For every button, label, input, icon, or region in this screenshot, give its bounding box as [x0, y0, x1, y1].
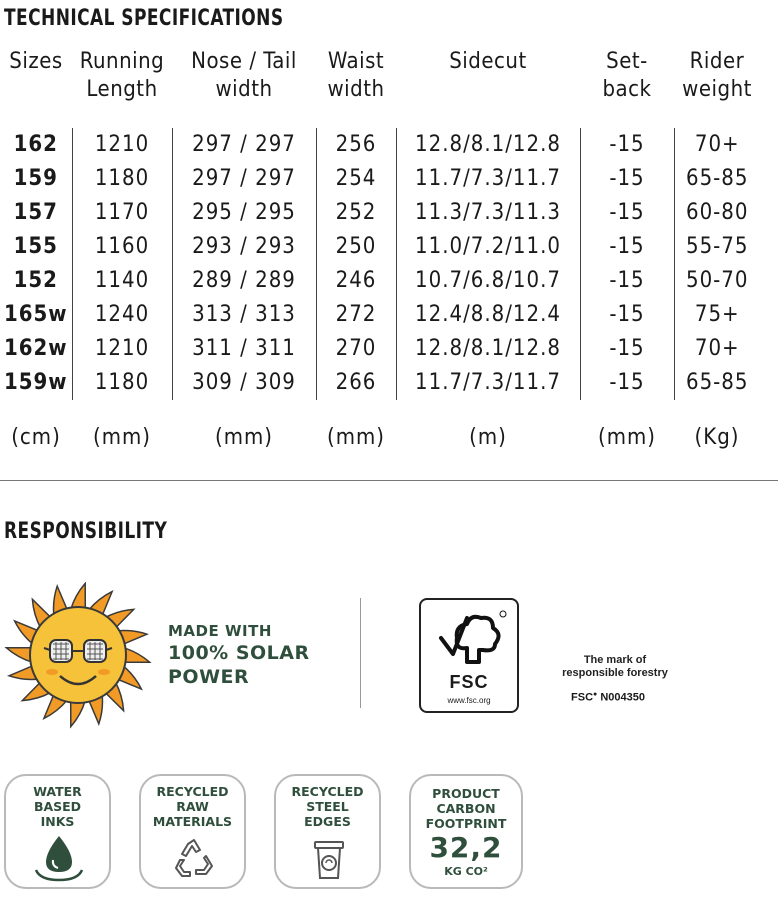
badge-carbon-footprint: PRODUCT CARBON FOOTPRINT 32,2 KG CO²: [409, 774, 523, 889]
cell-running-length: 1240: [72, 298, 172, 332]
cell-setback: -15: [580, 230, 674, 264]
cell-rider-weight: 75+: [674, 298, 760, 332]
units-row: [0, 400, 760, 458]
cell-running-length: 1210: [72, 332, 172, 366]
cell-nose-tail-width: 297 / 297: [172, 128, 316, 162]
cell-sidecut: 11.7/7.3/11.7: [396, 366, 580, 400]
badge-recycled-raw-materials: RECYCLED RAW MATERIALS: [139, 774, 246, 889]
table-row: [0, 128, 760, 162]
cell-rider-weight: 50-70: [674, 264, 760, 298]
table-row: [0, 264, 760, 298]
col-header-sizes: Sizes: [9, 49, 63, 74]
cell-sidecut: 11.0/7.2/11.0: [396, 230, 580, 264]
unit-setback: (mm): [597, 425, 656, 450]
specs-table: [0, 48, 760, 458]
cell-rider-weight: 55-75: [674, 230, 760, 264]
cell-sidecut: 12.8/8.1/12.8: [396, 128, 580, 162]
table-row: [0, 332, 760, 366]
cell-setback: -15: [580, 332, 674, 366]
tech-specs-title: TECHNICAL SPECIFICATIONS: [4, 6, 284, 31]
cell-sidecut: 11.7/7.3/11.7: [396, 162, 580, 196]
cell-size: 162: [13, 132, 58, 157]
table-row: [0, 366, 760, 400]
col-header-waist-width: Waist width: [327, 49, 385, 102]
table-row: [0, 230, 760, 264]
badge-recycled-steel-edges: RECYCLED STEEL EDGES: [274, 774, 381, 889]
cell-running-length: 1160: [72, 230, 172, 264]
cell-nose-tail-width: 289 / 289: [172, 264, 316, 298]
cell-setback: -15: [580, 264, 674, 298]
cell-waist-width: 266: [316, 366, 396, 400]
responsibility-title: RESPONSIBILITY: [4, 519, 168, 544]
cell-running-length: 1180: [72, 366, 172, 400]
cell-waist-width: 254: [316, 162, 396, 196]
unit-waist-width: (mm): [326, 425, 385, 450]
cell-waist-width: 250: [316, 230, 396, 264]
col-header-nose-tail-width: Nose / Tail width: [191, 49, 297, 102]
fsc-url: www.fsc.org: [447, 696, 491, 705]
cell-size: 155: [13, 234, 58, 259]
unit-sidecut: (m): [469, 425, 507, 450]
section-divider: [0, 480, 778, 481]
cell-running-length: 1210: [72, 128, 172, 162]
recycle-icon: [172, 838, 216, 880]
fsc-tagline: The mark of responsible forestry: [562, 654, 668, 679]
fsc-logo-word: FSC: [449, 672, 489, 692]
badge-water-based-inks: WATER BASED INKS: [4, 774, 111, 889]
cell-rider-weight: 65-85: [674, 162, 760, 196]
cell-size: 152: [13, 268, 58, 293]
table-row: [0, 298, 760, 332]
cell-sidecut: 10.7/6.8/10.7: [396, 264, 580, 298]
cell-running-length: 1140: [72, 264, 172, 298]
cell-size: 157: [13, 200, 58, 225]
fsc-license-code: FSC● N004350: [571, 691, 645, 704]
cell-waist-width: 252: [316, 196, 396, 230]
cell-running-length: 1180: [72, 162, 172, 196]
cell-setback: -15: [580, 196, 674, 230]
unit-nose-tail-width: (mm): [214, 425, 273, 450]
fsc-tree-check-icon: [433, 608, 509, 670]
cell-size: 159: [13, 166, 58, 191]
cell-size: 159w: [3, 370, 68, 395]
carbon-footprint-value: 32,2: [429, 831, 503, 864]
cell-setback: -15: [580, 298, 674, 332]
unit-running-length: (mm): [92, 425, 151, 450]
cell-sidecut: 12.4/8.8/12.4: [396, 298, 580, 332]
sun-mascot-icon: [0, 582, 160, 732]
cell-setback: -15: [580, 366, 674, 400]
cell-nose-tail-width: 309 / 309: [172, 366, 316, 400]
cell-rider-weight: 60-80: [674, 196, 760, 230]
carbon-footprint-unit: KG CO²: [444, 865, 488, 878]
cell-setback: -15: [580, 128, 674, 162]
unit-size: (cm): [11, 425, 61, 450]
cell-rider-weight: 70+: [674, 332, 760, 366]
solar-power-text: MADE WITH 100% SOLAR POWER: [168, 622, 310, 688]
cell-sidecut: 12.8/8.1/12.8: [396, 332, 580, 366]
col-header-running-length: Running Length: [79, 49, 165, 102]
table-row: [0, 162, 760, 196]
cell-nose-tail-width: 293 / 293: [172, 230, 316, 264]
cell-nose-tail-width: 295 / 295: [172, 196, 316, 230]
cell-nose-tail-width: 313 / 313: [172, 298, 316, 332]
cell-sidecut: 11.3/7.3/11.3: [396, 196, 580, 230]
col-header-sidecut: Sidecut: [449, 49, 527, 74]
cell-waist-width: 256: [316, 128, 396, 162]
cell-nose-tail-width: 297 / 297: [172, 162, 316, 196]
cell-waist-width: 246: [316, 264, 396, 298]
specs-header-row: [0, 48, 760, 128]
unit-rider-weight: (Kg): [694, 425, 740, 450]
table-row: [0, 196, 760, 230]
vertical-divider: [360, 598, 361, 708]
cell-running-length: 1170: [72, 196, 172, 230]
cell-rider-weight: 65-85: [674, 366, 760, 400]
col-header-rider-weight: Rider weight: [682, 49, 752, 102]
fsc-logo: [419, 598, 519, 713]
col-header-setback: Set- back: [602, 49, 652, 102]
cell-nose-tail-width: 311 / 311: [172, 332, 316, 366]
cell-size: 162w: [3, 336, 68, 361]
recycle-bin-icon: [312, 838, 346, 880]
cell-size: 165w: [3, 302, 68, 327]
cell-setback: -15: [580, 162, 674, 196]
cell-waist-width: 272: [316, 298, 396, 332]
cell-rider-weight: 70+: [674, 128, 760, 162]
cell-waist-width: 270: [316, 332, 396, 366]
water-drop-icon: [30, 834, 88, 882]
